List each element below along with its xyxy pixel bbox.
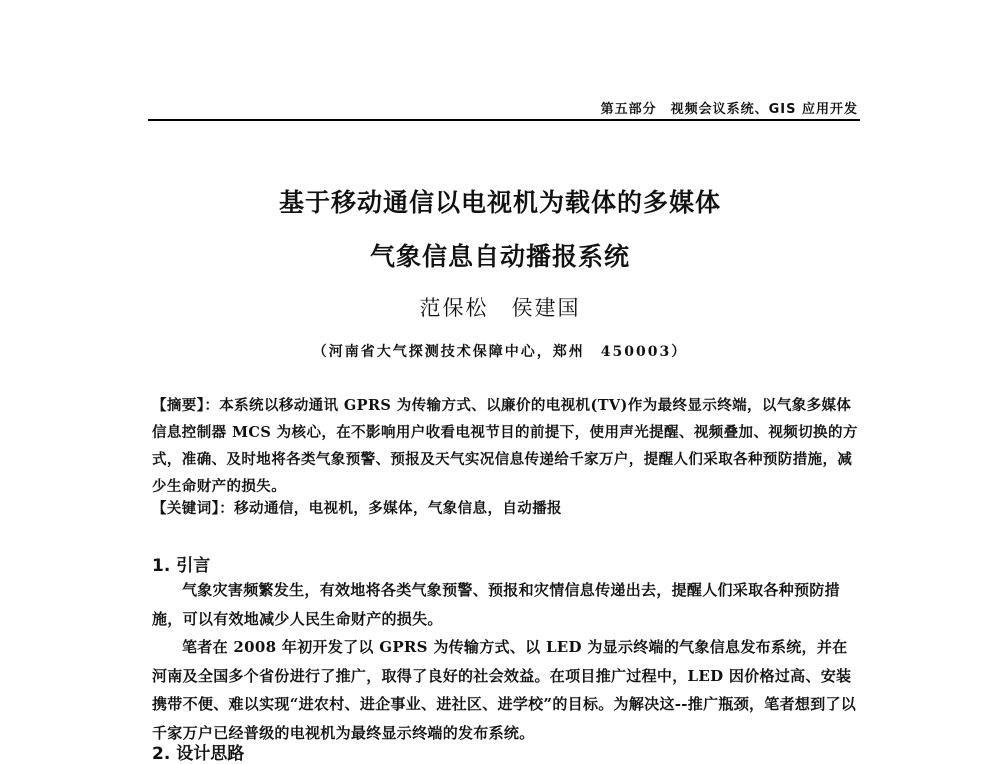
- authors: 范保松 侯建国: [419, 296, 581, 320]
- paper-title-line1: 基于移动通信以电视机为载体的多媒体: [278, 188, 721, 217]
- keywords-text: 移动通信，电视机，多媒体，气象信息，自动播报: [234, 500, 562, 517]
- abstract-label: 【摘要】：: [152, 397, 220, 414]
- header-rule: [148, 119, 860, 121]
- running-header: 第五部分 视频会议系统、GIS 应用开发: [600, 102, 858, 117]
- affiliation: （河南省大气探测技术保障中心，郑州 450003）: [312, 344, 688, 360]
- section2-heading: 2. 设计思路: [152, 744, 245, 764]
- paper-title-line2: 气象信息自动播报系统: [369, 242, 630, 271]
- abstract-text: 本系统以移动通讯 GPRS 为传输方式、以廉价的电视机(TV)作为最终显示终端，以气象多媒体信息控制器 MCS 为核心，在不影响用户收看电视节目的前提下，使用声光提醒、视频叠加、视频切换的方式，准确、及时地将各类气象预警、预报及天气实况信息传递给千家万户，提醒人们采取各种预防措施，减少生命财产的损失。: [152, 397, 858, 495]
- abstract: [152, 392, 860, 500]
- section1-body: [152, 576, 860, 747]
- section1-heading: 1. 引言: [152, 556, 211, 576]
- keywords-label: 【关键词】：: [152, 500, 235, 517]
- section1-paragraph-2: 笔者在 2008 年初开发了以 GPRS 为传输方式、以 LED 为显示终端的气象信息发布系统，并在河南及全国多个省份进行了推广，取得了良好的社会效益。在项目推广过程中，LED 因价格过高、安装携带不便、难以实现“进农村、进企事业、进社区、进学校”的目标。为解决这--推广瓶颈，笔者想到了以千家万户已经普级的电视机为最终显示终端的发布系统。: [152, 638, 857, 742]
- keywords: [152, 498, 860, 520]
- section1-paragraph-1: 气象灾害频繁发生，有效地将各类气象预警、预报和灾情信息传递出去，提醒人们采取各种预防措施，可以有效地减少人民生命财产的损失。: [152, 581, 840, 628]
